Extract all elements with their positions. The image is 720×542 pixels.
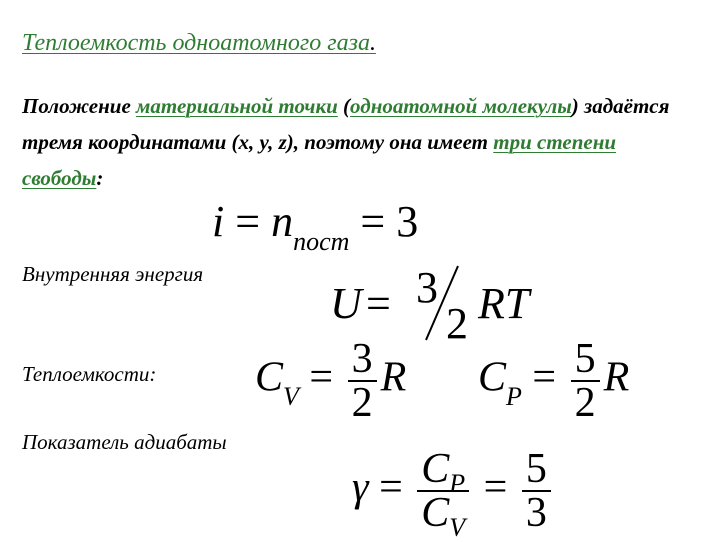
cp-fraction bbox=[571, 338, 600, 424]
fraction-denominator bbox=[417, 490, 469, 542]
heat-capacities-label: Теплоемкости: bbox=[22, 362, 157, 386]
equals-sign: = bbox=[349, 197, 397, 246]
subscript-V: V bbox=[449, 513, 466, 542]
cv-fraction bbox=[348, 338, 377, 424]
term-material-point: материальной точки bbox=[136, 94, 338, 118]
subscript-P: P bbox=[506, 381, 522, 411]
intro-text-1: Положение bbox=[22, 94, 137, 118]
fraction-numerator: 3 bbox=[416, 263, 438, 312]
intro-paragraph bbox=[22, 88, 702, 196]
subscript-V: V bbox=[283, 381, 299, 411]
symbol-U: U bbox=[330, 279, 362, 328]
subscript-post: пост bbox=[293, 227, 350, 256]
equals-sign: = bbox=[473, 464, 518, 511]
fraction-numerator: 5 bbox=[574, 336, 596, 382]
degrees-of-freedom-equation bbox=[212, 196, 419, 256]
equals-sign: = bbox=[366, 279, 391, 328]
intro-text-4: : bbox=[96, 166, 104, 190]
adiabatic-equation bbox=[352, 446, 555, 542]
intro-text-3: ) задаётся тремя координатами (x, y, z), поэтому она имеет bbox=[22, 94, 670, 154]
symbol-C: C bbox=[255, 354, 284, 401]
title-text: Теплоемкость одноатомного газа bbox=[22, 30, 370, 56]
adiabatic-index-label: Показатель адиабаты bbox=[22, 430, 227, 454]
cp-equation bbox=[478, 338, 629, 424]
equals-sign: = bbox=[224, 197, 272, 246]
value-3: 3 bbox=[396, 197, 419, 246]
symbol-RT: RT bbox=[478, 279, 530, 328]
symbol-R: R bbox=[603, 354, 630, 401]
subscript-P: P bbox=[449, 469, 466, 498]
fraction-denominator: 2 bbox=[351, 380, 373, 426]
intro-text-2: ( bbox=[337, 94, 351, 118]
fraction-numerator: 5 bbox=[525, 446, 547, 492]
symbol-i: i bbox=[212, 197, 225, 246]
slide-title bbox=[22, 30, 376, 57]
equals-sign: = bbox=[298, 354, 344, 401]
title-dot: . bbox=[369, 30, 376, 56]
fraction-denominator: 2 bbox=[446, 299, 468, 348]
term-three-degrees: три степени свободы bbox=[22, 130, 617, 190]
equals-sign: = bbox=[521, 354, 567, 401]
symbol-C: C bbox=[478, 354, 507, 401]
symbol-gamma: γ bbox=[352, 464, 369, 511]
symbol-n: n bbox=[271, 197, 294, 246]
term-monatomic-molecule: одноатомной молекулы bbox=[350, 94, 572, 118]
fraction-numerator: 3 bbox=[351, 336, 373, 382]
symbol-C: C bbox=[421, 446, 450, 492]
fraction-denominator: 2 bbox=[574, 380, 596, 426]
gamma-ratio-fraction bbox=[417, 446, 469, 542]
five-thirds-fraction bbox=[522, 448, 551, 534]
equals-sign: = bbox=[368, 464, 414, 511]
fraction-denominator: 3 bbox=[525, 490, 547, 536]
symbol-R: R bbox=[380, 354, 407, 401]
fraction-numerator bbox=[417, 446, 469, 498]
internal-energy-label: Внутренняя энергия bbox=[22, 262, 204, 286]
symbol-C: C bbox=[421, 490, 450, 536]
cv-equation bbox=[255, 338, 406, 424]
